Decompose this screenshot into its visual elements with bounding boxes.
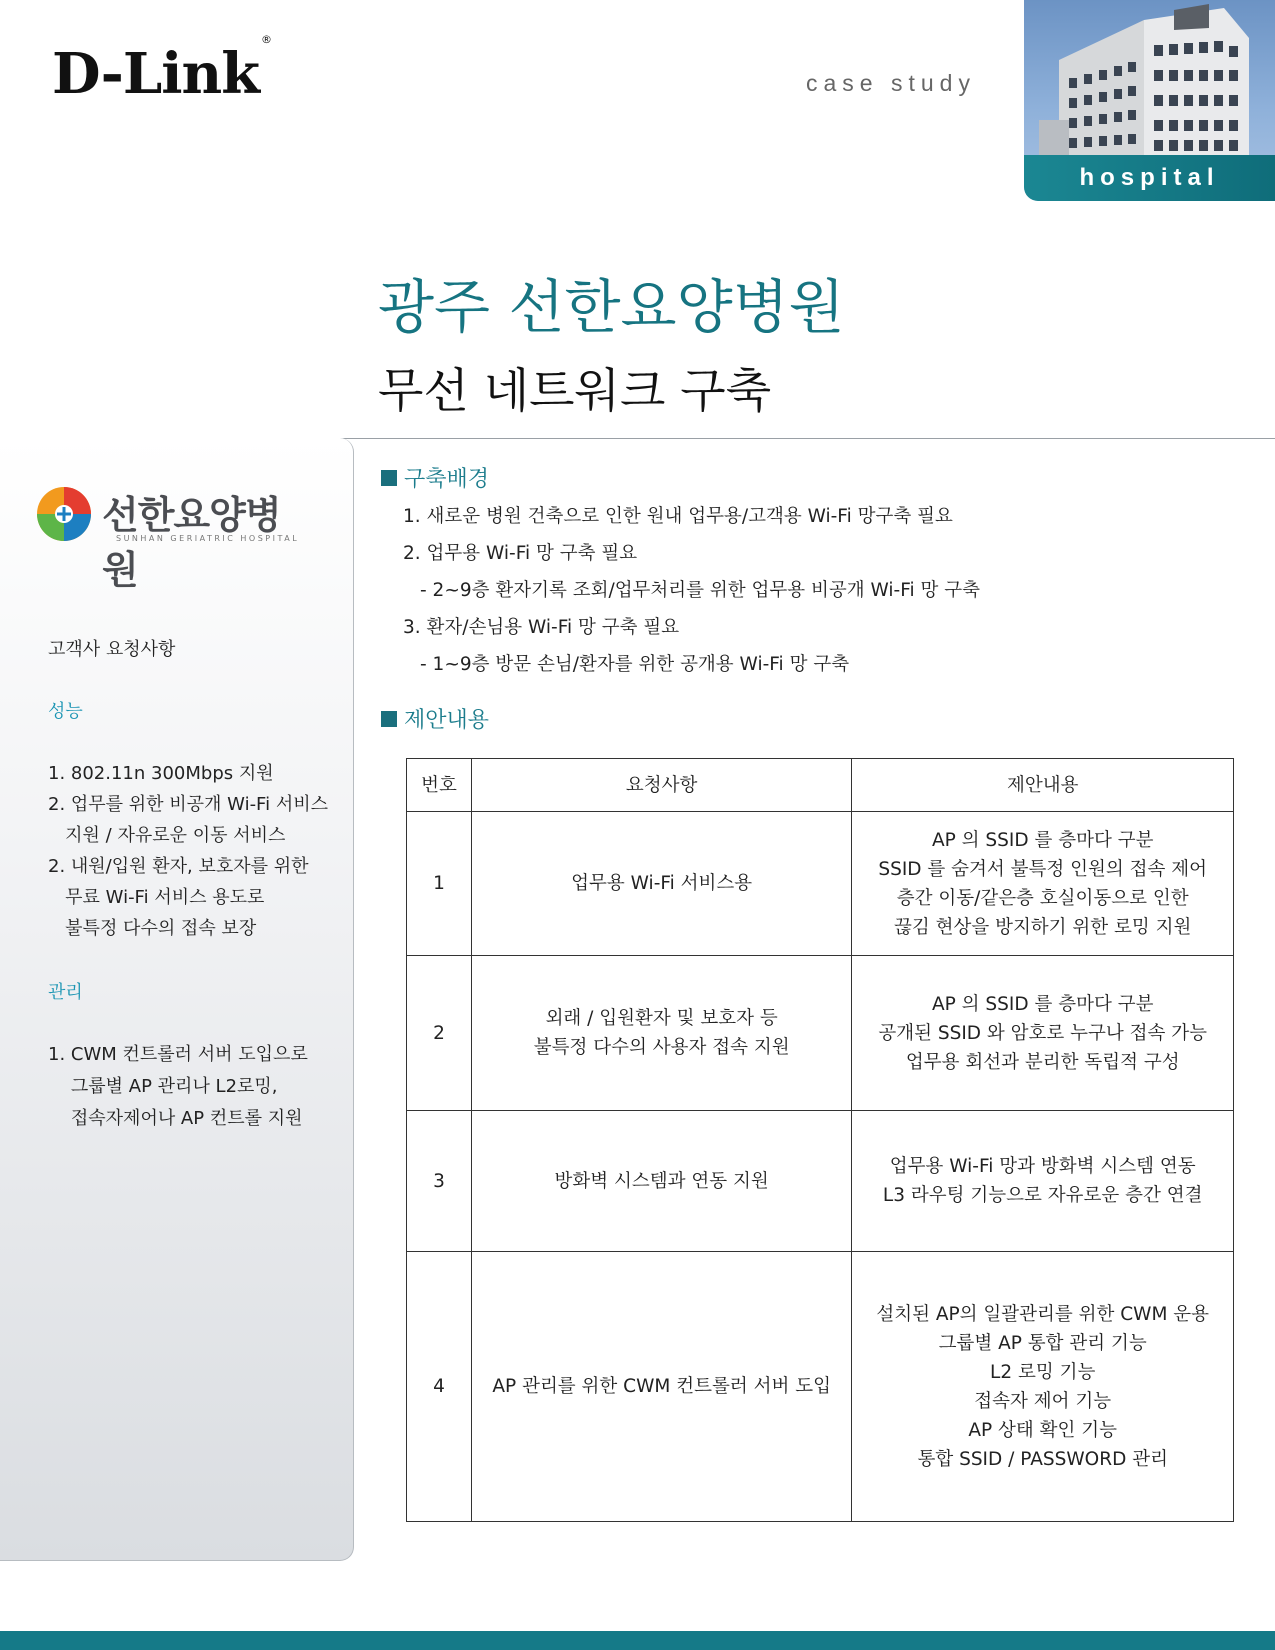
request-cell: 방화벽 시스템과 연동 지원 xyxy=(471,1111,851,1252)
footer-band xyxy=(0,1631,1275,1650)
request-cell: 업무용 Wi-Fi 서비스용 xyxy=(471,812,851,956)
hospital-emblem-icon xyxy=(36,486,92,542)
performance-item: 불특정 다수의 접속 보장 xyxy=(48,918,257,939)
table-row xyxy=(407,956,1234,1111)
row-number: 1 xyxy=(407,812,472,956)
hospital-name-en: SUNHAN GERIATRIC HOSPITAL xyxy=(116,534,300,543)
page-subtitle: 무선 네트워크 구축 xyxy=(378,364,772,419)
page-title: 광주 선한요양병원 xyxy=(378,273,845,341)
performance-item: 무료 Wi-Fi 서비스 용도로 xyxy=(48,887,265,908)
hospital-category-band: hospital xyxy=(1024,155,1275,201)
table-row xyxy=(407,812,1234,956)
registered-mark: ® xyxy=(261,33,272,47)
dlink-logo: D-Link® xyxy=(52,33,272,107)
table-header-row xyxy=(407,759,1234,812)
performance-item: 지원 / 자유로운 이동 서비스 xyxy=(48,825,286,846)
management-item: 그룹별 AP 관리나 L2로밍, xyxy=(48,1076,278,1097)
square-bullet-icon xyxy=(381,470,397,486)
background-line: - 2~9층 환자기록 조회/업무처리를 위한 업무용 비공개 Wi-Fi 망 구축 xyxy=(420,580,981,601)
hospital-building-photo xyxy=(1024,0,1275,201)
proposal-cell: AP 의 SSID 를 층마다 구분 SSID 를 숨겨서 불특정 인원의 접속 제어 층간 이동/같은층 호실이동으로 인한 끊김 현상을 방지하기 위한 로밍 지원 xyxy=(852,812,1234,956)
sidebar-panel xyxy=(0,438,354,1561)
performance-item: 1. 802.11n 300Mbps 지원 xyxy=(48,763,274,784)
background-section-heading: 구축배경 xyxy=(381,462,489,493)
column-header: 번호 xyxy=(407,759,472,812)
square-bullet-icon xyxy=(381,711,397,727)
background-line: 2. 업무용 Wi-Fi 망 구축 필요 xyxy=(403,543,638,564)
row-number: 3 xyxy=(407,1111,472,1252)
request-cell: 외래 / 입원환자 및 보호자 등 불특정 다수의 사용자 접속 지원 xyxy=(471,956,851,1111)
row-number: 2 xyxy=(407,956,472,1111)
proposal-table xyxy=(406,758,1234,1522)
management-heading: 관리 xyxy=(48,982,83,1003)
management-item: 접속자제어나 AP 컨트롤 지원 xyxy=(48,1108,303,1129)
hospital-name-ko: 선한요양병원 xyxy=(102,493,281,592)
request-heading: 고객사 요청사항 xyxy=(48,639,176,660)
column-header: 제안내용 xyxy=(852,759,1234,812)
background-line: 3. 환자/손님용 Wi-Fi 망 구축 필요 xyxy=(403,617,680,638)
row-number: 4 xyxy=(407,1252,472,1522)
proposal-cell: 업무용 Wi-Fi 망과 방화벽 시스템 연동 L3 라우팅 기능으로 자유로운 층간 연결 xyxy=(852,1111,1234,1252)
column-header: 요청사항 xyxy=(471,759,851,812)
table-row xyxy=(407,1252,1234,1522)
table-row xyxy=(407,1111,1234,1252)
performance-item: 2. 내원/입원 환자, 보호자를 위한 xyxy=(48,856,309,877)
proposal-cell: 설치된 AP의 일괄관리를 위한 CWM 운용 그룹별 AP 통합 관리 기능 L2 로밍 기능 접속자 제어 기능 AP 상태 확인 기능 통합 SSID / PASSWORD 관리 xyxy=(852,1252,1234,1522)
background-line: - 1~9층 방문 손님/환자를 위한 공개용 Wi-Fi 망 구축 xyxy=(420,654,850,675)
performance-heading: 성능 xyxy=(48,701,83,722)
background-line: 1. 새로운 병원 건축으로 인한 원내 업무용/고객용 Wi-Fi 망구축 필요 xyxy=(403,506,953,527)
performance-item: 2. 업무를 위한 비공개 Wi-Fi 서비스 xyxy=(48,794,328,815)
proposal-cell: AP 의 SSID 를 층마다 구분 공개된 SSID 와 암호로 누구나 접속 가능 업무용 회선과 분리한 독립적 구성 xyxy=(852,956,1234,1111)
sunhan-hospital-logo xyxy=(36,484,316,592)
case-study-label: case study xyxy=(806,70,976,96)
proposal-section-heading: 제안내용 xyxy=(381,703,489,734)
request-cell: AP 관리를 위한 CWM 컨트롤러 서버 도입 xyxy=(471,1252,851,1522)
management-item: 1. CWM 컨트롤러 서버 도입으로 xyxy=(48,1044,308,1065)
